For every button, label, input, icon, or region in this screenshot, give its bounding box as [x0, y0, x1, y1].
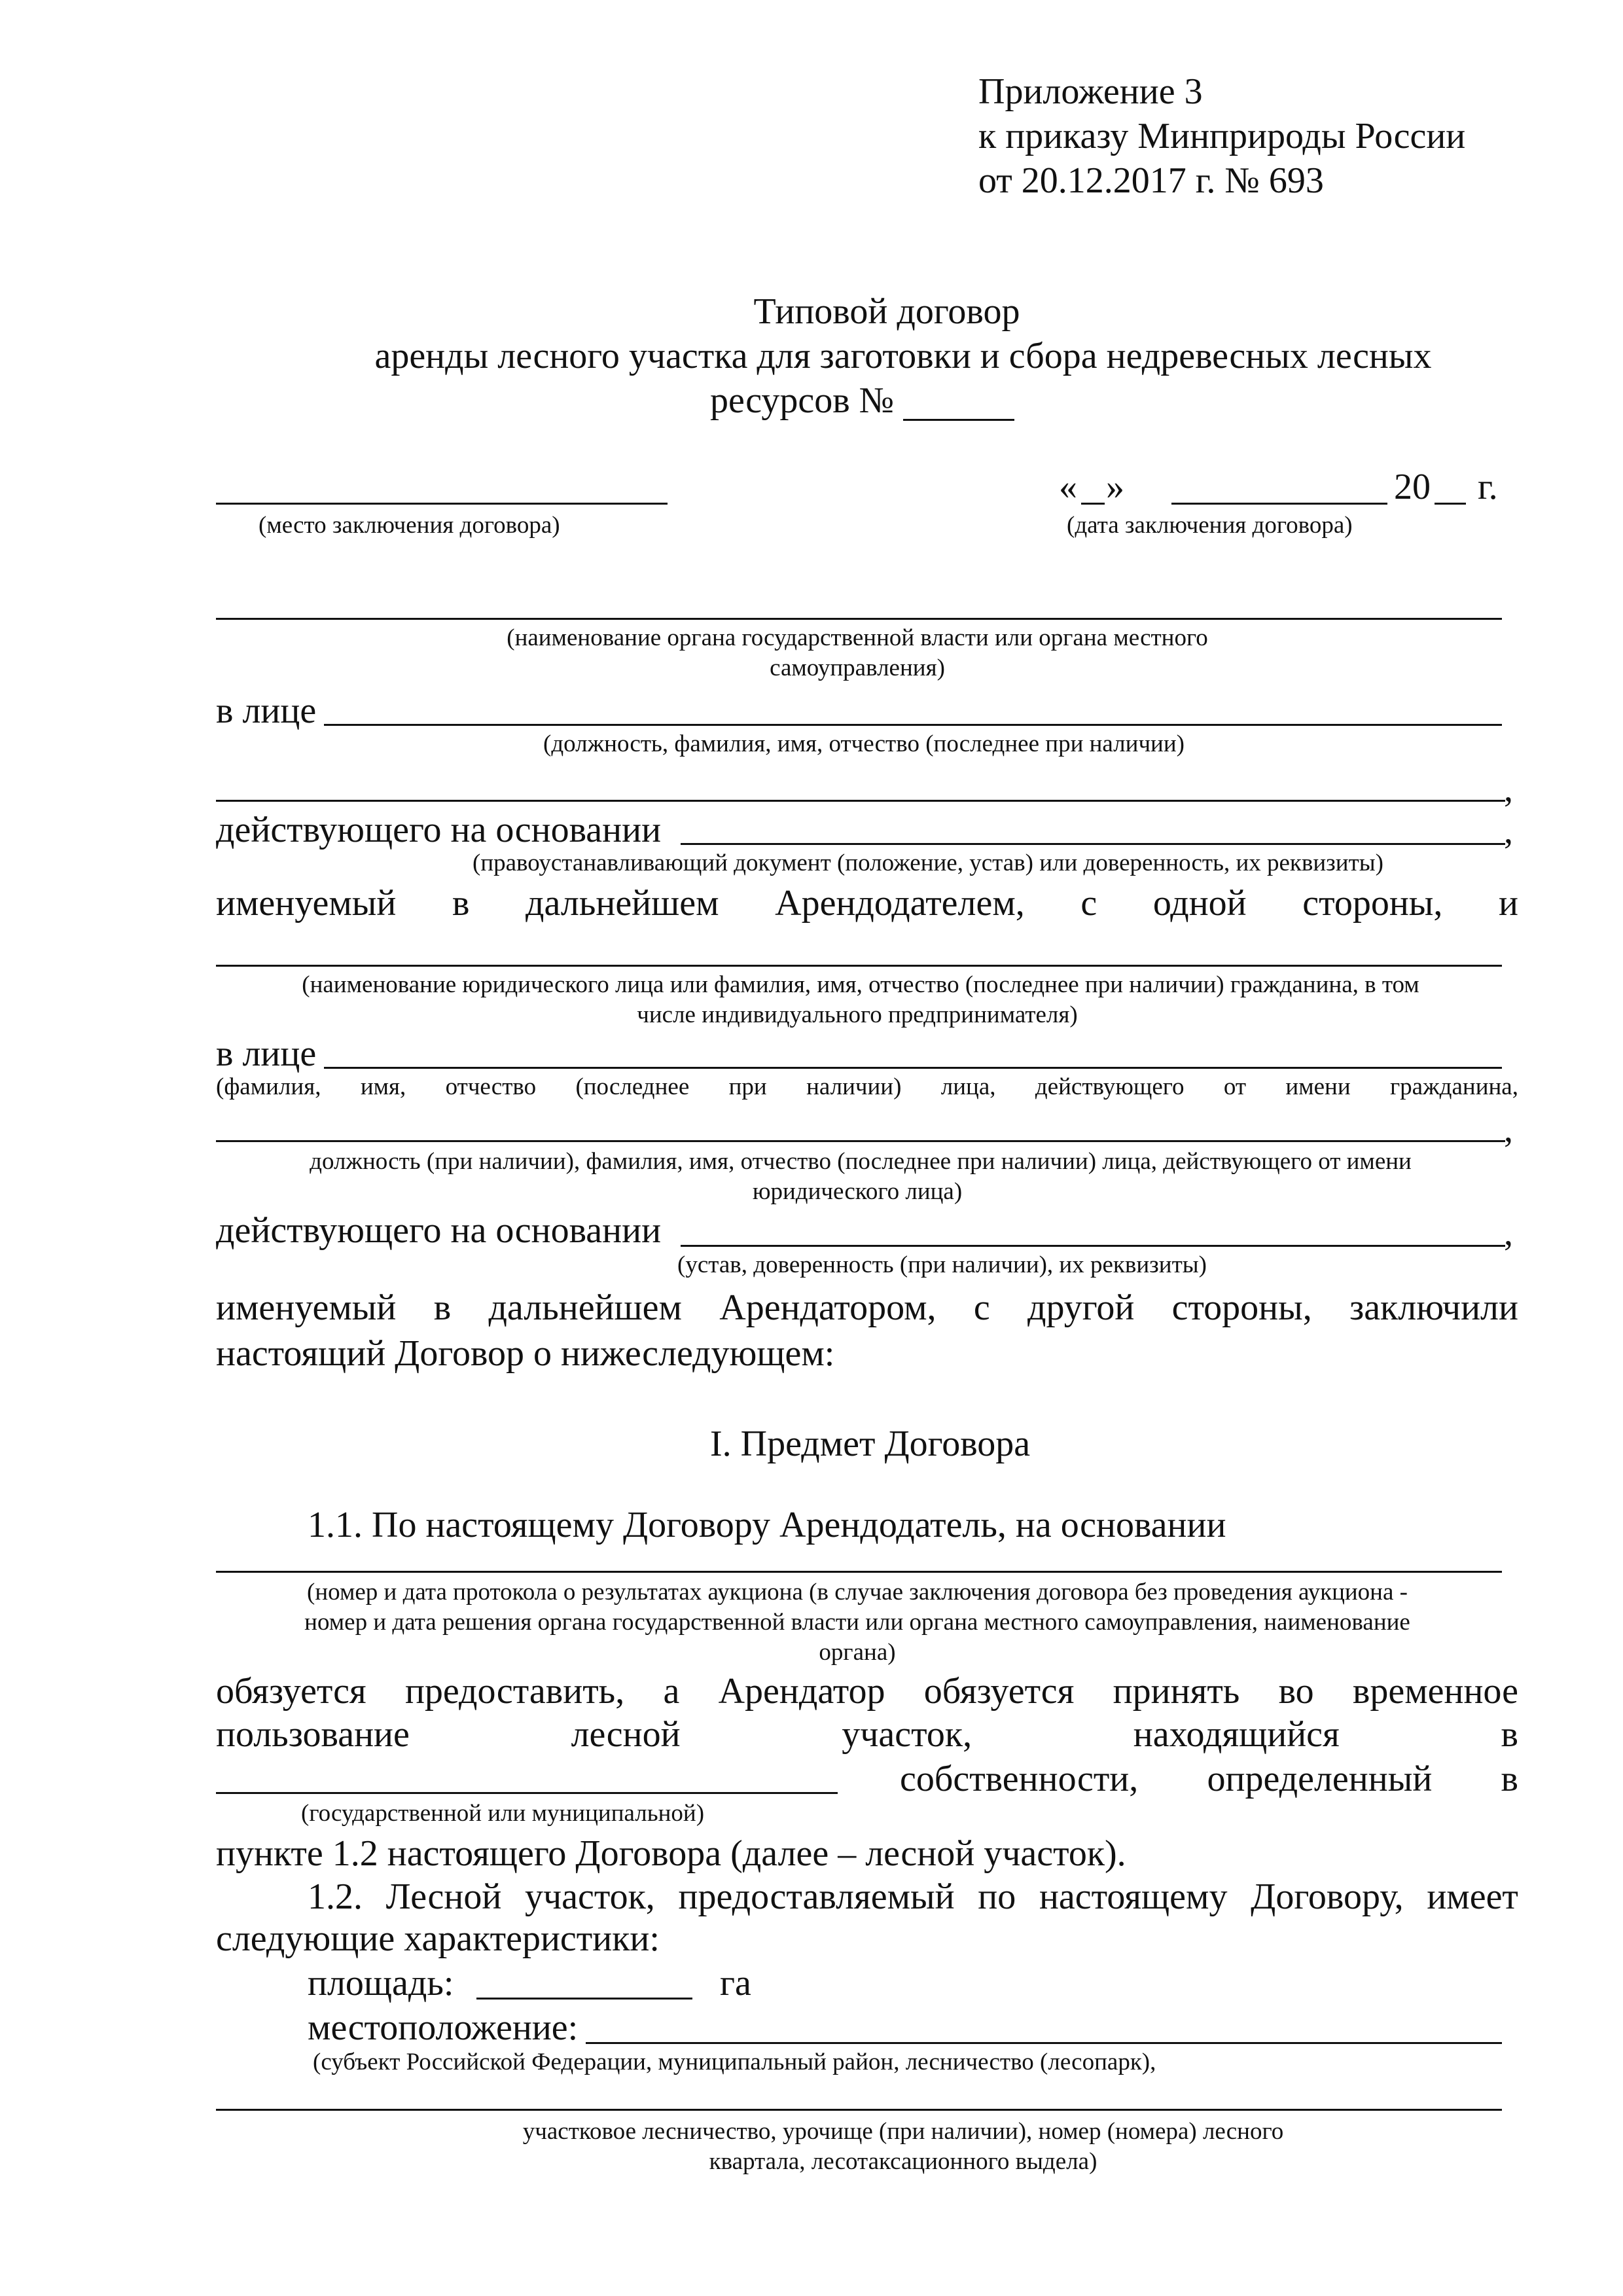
word: с [973, 1287, 990, 1328]
clause-1-1-line1: 1.1. По настоящему Договору Арендодатель, на основании [308, 1505, 1226, 1545]
clause-1-1-last: пункте 1.2 настоящего Договора (далее – лесной участок). [216, 1833, 1126, 1874]
word: пользование [216, 1714, 410, 1755]
clause-1-1-basis-line [216, 1571, 1502, 1573]
lessee-acting-basis: действующего на основании [216, 1210, 662, 1251]
lessee-named-line2: настоящий Договор о нижеследующем: [216, 1333, 835, 1374]
section-heading: I. Предмет Договора [710, 1424, 1031, 1464]
title-line2: аренды лесного участка для заготовки и сбора недревесных лесных [374, 336, 1432, 376]
word: заключили [1349, 1287, 1518, 1328]
word: определенный [1207, 1759, 1433, 1799]
word: другой [1027, 1287, 1135, 1328]
lessee-comma2: , [1504, 1213, 1513, 1253]
clause-1-1-text2 [216, 1716, 1518, 1753]
lessor-comma2: , [1504, 811, 1513, 852]
word: с [1080, 883, 1097, 924]
clause-1-1-text3 [900, 1761, 1518, 1797]
lessee-person-caption3: юридического лица) [752, 1178, 963, 1205]
word: имеет [1427, 1876, 1518, 1917]
clause-1-1-text1 [216, 1673, 1518, 1710]
word: участок, [842, 1714, 972, 1755]
word: стороны, [1302, 883, 1443, 924]
date-caption: (дата заключения договора) [1067, 512, 1353, 539]
contract-number-line [903, 419, 1014, 421]
quote-close: » [1106, 467, 1124, 507]
word: обязуется [216, 1671, 366, 1712]
lessor-basis-line [681, 843, 1505, 845]
word: по [978, 1876, 1016, 1917]
clause-1-1-caption1: (номер и дата протокола о результатах аукциона (в случае заключения договора без проведения аукциона - [307, 1579, 1408, 1605]
year-line [1435, 503, 1466, 505]
area-label: площадь: [308, 1963, 454, 2003]
lessor-person-line2 [216, 800, 1505, 802]
place-caption: (место заключения договора) [259, 512, 560, 539]
word: одной [1152, 883, 1247, 924]
lessee-person-line2 [216, 1140, 1505, 1142]
area-unit: га [720, 1963, 751, 2003]
lessor-person-line [324, 724, 1502, 726]
lessor-caption1: (наименование органа государственной власти или органа местного [507, 624, 1208, 651]
word: во [1278, 1671, 1314, 1712]
clause-1-1-caption2: номер и дата решения органа государственной власти или органа местного самоуправления, наименование [304, 1609, 1410, 1636]
word: принять [1113, 1671, 1240, 1712]
lessor-caption2: самоуправления) [770, 655, 945, 681]
title-line3: ресурсов № [710, 380, 895, 421]
lessee-caption2: числе индивидуального предпринимателя) [637, 1001, 1078, 1028]
word: и [1499, 883, 1518, 924]
lessee-person-line [324, 1067, 1502, 1069]
word: временное [1352, 1671, 1518, 1712]
word: предоставляемый [678, 1876, 955, 1917]
word: гражданина, [1390, 1073, 1518, 1100]
word: Арендатором, [719, 1287, 936, 1328]
word: лица, [940, 1073, 996, 1100]
order-reference: к приказу Минприроды России [978, 116, 1466, 156]
quote-open: « [1059, 467, 1077, 507]
word: именуемый [216, 1287, 397, 1328]
word: дальнейшем [488, 1287, 682, 1328]
year-prefix: 20 [1394, 467, 1431, 507]
clause-1-2-line1 [308, 1878, 1518, 1915]
word: собственности, [900, 1759, 1139, 1799]
lessee-named-line [216, 1289, 1518, 1326]
word: имени [1285, 1073, 1351, 1100]
word: имя, [360, 1073, 406, 1100]
location-label: местоположение: [308, 2007, 579, 2048]
location-caption3: квартала, лесотаксационного выдела) [709, 2148, 1097, 2175]
clause-1-2-line2: следующие характеристики: [216, 1918, 660, 1959]
word: именуемый [216, 883, 397, 924]
word: наличии) [806, 1073, 902, 1100]
word: (фамилия, [216, 1073, 321, 1100]
word: настоящему [1039, 1876, 1228, 1917]
word: (последнее [575, 1073, 690, 1100]
lessor-in-person: в лице [216, 691, 317, 731]
order-date: от 20.12.2017 г. № 693 [978, 160, 1324, 201]
word: от [1223, 1073, 1247, 1100]
lessee-in-person: в лице [216, 1033, 317, 1074]
appendix-number: Приложение 3 [978, 71, 1203, 112]
word: дальнейшем [526, 883, 719, 924]
ownership-caption: (государственной или муниципальной) [301, 1800, 705, 1827]
word: Договору, [1251, 1876, 1404, 1917]
word: а [663, 1671, 680, 1712]
word: в [1501, 1714, 1518, 1755]
area-value-line [476, 1998, 692, 2000]
word: предоставить, [404, 1671, 625, 1712]
title-line1: Типовой договор [753, 291, 1020, 332]
lessor-acting-basis: действующего на основании [216, 810, 662, 850]
lessee-person-caption [216, 1075, 1518, 1099]
location-caption1: (субъект Российской Федерации, муниципальный район, лесничество (лесопарк), [313, 2049, 1156, 2075]
ownership-line [216, 1792, 838, 1794]
word: в [433, 1287, 452, 1328]
word: лесной [571, 1714, 681, 1755]
location-line2 [216, 2109, 1502, 2111]
location-line [586, 2042, 1502, 2044]
word: действующего [1035, 1073, 1185, 1100]
word: в [452, 883, 470, 924]
word: находящийся [1133, 1714, 1340, 1755]
word: 1.2. [308, 1876, 363, 1917]
lessor-person-caption: (должность, фамилия, имя, отчество (последнее при наличии) [543, 730, 1185, 757]
lessee-basis-caption: (устав, доверенность (при наличии), их реквизиты) [677, 1251, 1207, 1278]
lessor-comma1: , [1504, 769, 1513, 810]
word: Арендодателем, [775, 883, 1025, 924]
word: отчество [445, 1073, 537, 1100]
lessor-name-line [216, 618, 1502, 620]
day-line [1081, 503, 1105, 505]
lessor-named-line [216, 885, 1518, 922]
word: в [1501, 1759, 1518, 1799]
lessee-name-line [216, 965, 1502, 967]
lessor-basis-caption: (правоустанавливающий документ (положение, устав) или доверенность, их реквизиты) [473, 850, 1383, 876]
month-line [1171, 503, 1387, 505]
word: Лесной [385, 1876, 502, 1917]
word: обязуется [923, 1671, 1075, 1712]
word: стороны, [1171, 1287, 1312, 1328]
year-suffix: г. [1478, 467, 1498, 507]
lessee-comma1: , [1504, 1109, 1513, 1150]
word: участок, [524, 1876, 655, 1917]
place-line [216, 503, 668, 505]
word: при [728, 1073, 767, 1100]
lessee-person-caption2: должность (при наличии), фамилия, имя, отчество (последнее при наличии) лица, действующего от имени [310, 1148, 1412, 1175]
word: Арендатор [718, 1671, 885, 1712]
clause-1-1-caption3: органа) [819, 1639, 896, 1666]
lessee-caption1: (наименование юридического лица или фамилия, имя, отчество (последнее при наличии) гражданина, в том [302, 971, 1419, 998]
lessee-basis-line [681, 1245, 1505, 1247]
location-caption2: участковое лесничество, урочище (при наличии), номер (номера) лесного [522, 2118, 1284, 2145]
